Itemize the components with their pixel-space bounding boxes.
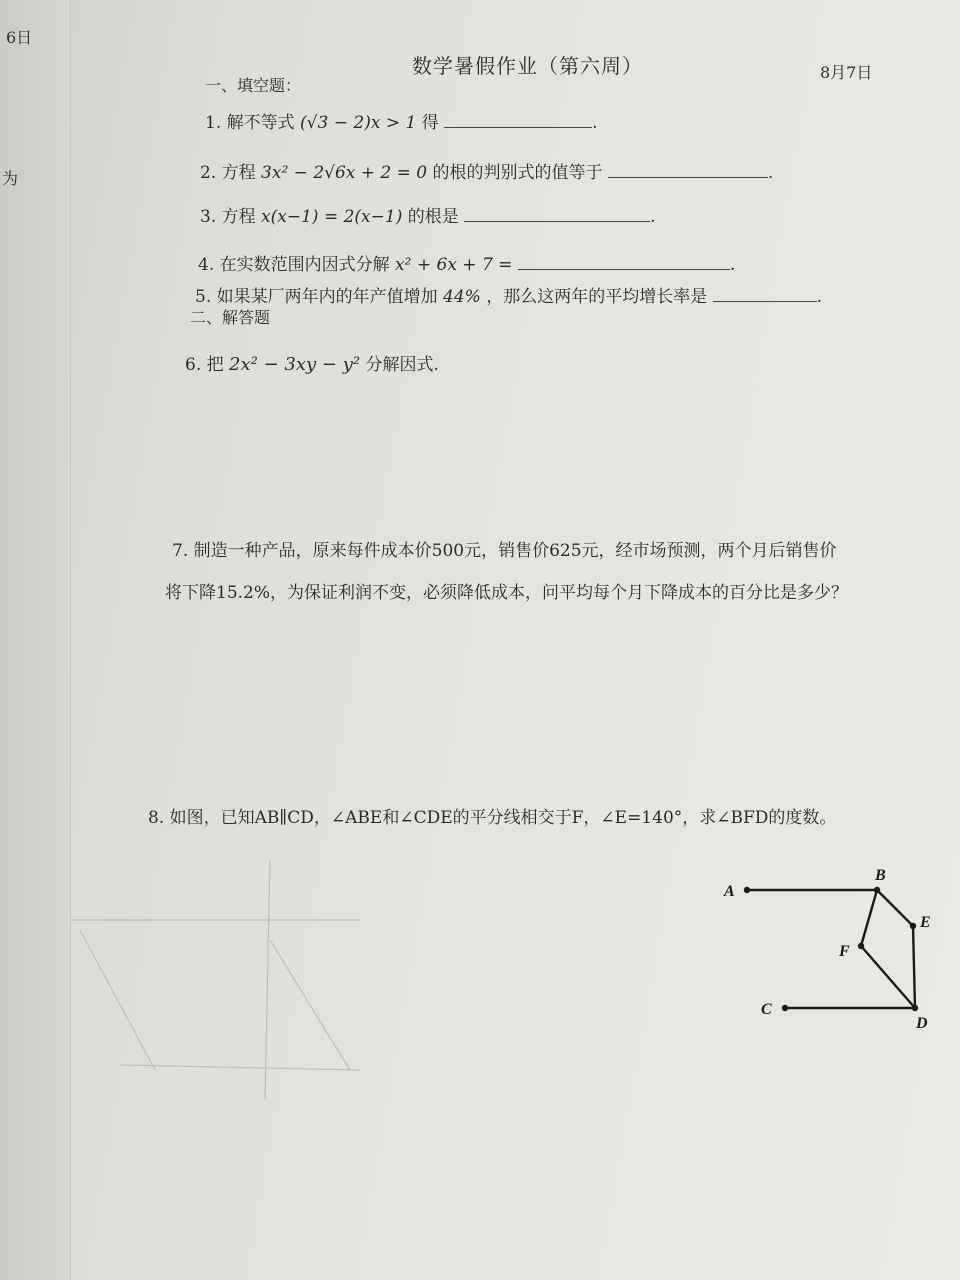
label-c: C <box>761 1001 772 1018</box>
solve-question-8 <box>148 803 836 828</box>
segment-be <box>877 890 913 926</box>
answer-blank <box>518 269 730 270</box>
math-expression: 44% <box>443 287 481 307</box>
question-text: 方程 <box>221 163 256 183</box>
question-number: 4. <box>198 255 215 275</box>
question-end: . <box>816 287 823 307</box>
question-end: . <box>729 255 736 275</box>
label-e: E <box>920 914 931 931</box>
fill-question-2 <box>200 158 773 183</box>
question-text: 如果某厂两年内的年产值增加 <box>216 287 438 307</box>
segment-bf <box>861 890 877 946</box>
question-text: 解不等式 <box>226 113 295 133</box>
question-text: 的根是 <box>407 207 459 227</box>
point-e <box>910 923 916 929</box>
question-number: 2. <box>200 163 217 183</box>
geometry-figure <box>715 860 945 1040</box>
question-end: . <box>767 163 774 183</box>
question-number: 3. <box>200 207 217 227</box>
math-expression: (√3 − 2)x > 1 <box>300 113 417 133</box>
edge-date-fragment: 6日 <box>6 28 33 47</box>
question-number: 8. <box>148 808 165 828</box>
label-a: A <box>724 883 735 900</box>
label-b: B <box>875 867 886 884</box>
faint-pencil-sketch <box>60 840 390 1120</box>
point-c <box>782 1005 788 1011</box>
question-text: 的根的判别式的值等于 <box>432 163 603 183</box>
answer-blank <box>464 221 650 222</box>
question-text: 在实数范围内因式分解 <box>219 255 390 275</box>
question-end: . <box>592 113 598 133</box>
page-date: 8月7日 <box>820 63 873 82</box>
solve-question-7-line-2: 将下降15.2%，为保证利润不变，必须降低成本，问平均每个月下降成本的百分比是多少？ <box>165 583 849 603</box>
point-d <box>912 1005 918 1011</box>
math-expression: 2x² − 3xy − y² <box>229 354 361 375</box>
fill-question-4 <box>198 250 735 275</box>
label-f: F <box>839 943 850 960</box>
fill-question-5 <box>195 282 822 307</box>
edge-text-fragment: 为 <box>2 169 19 188</box>
question-text: ，那么这两年的平均增长率是 <box>486 287 708 307</box>
question-number: 1. <box>205 113 222 133</box>
question-end: . <box>650 207 656 227</box>
question-text: 方程 <box>221 207 256 227</box>
fill-question-3 <box>200 202 656 227</box>
question-number: 7. <box>172 541 189 561</box>
point-b <box>874 887 880 893</box>
math-expression: x² + 6x + 7 = <box>395 255 513 275</box>
question-number: 6. <box>185 355 202 375</box>
math-expression: x(x−1) = 2(x−1) <box>261 207 403 227</box>
answer-blank <box>713 301 817 302</box>
segment-fd <box>861 946 915 1008</box>
question-text: 制造一种产品，原来每件成本价500元，销售价625元，经市场预测，两个月后销售价 <box>193 541 837 561</box>
segment-ed <box>913 926 915 1008</box>
question-number: 5. <box>195 287 212 307</box>
solve-question-7-line-1 <box>172 536 837 561</box>
point-f <box>858 943 864 949</box>
question-text: 得 <box>421 113 439 133</box>
section-solve-title: 二、解答题 <box>190 308 271 327</box>
question-text: 如图，已知AB∥CD，∠ABE和∠CDE的平分线相交于F，∠E=140°，求∠BFD的度数。 <box>169 808 837 828</box>
answer-blank <box>444 127 592 128</box>
label-d: D <box>916 1015 928 1032</box>
solve-question-6 <box>185 350 439 375</box>
section-fill-title: 一、填空题： <box>205 76 302 95</box>
fill-question-1 <box>205 108 598 133</box>
math-expression: 3x² − 2√6x + 2 = 0 <box>261 163 428 183</box>
answer-blank <box>608 177 768 178</box>
question-text: 把 <box>206 355 224 375</box>
question-text: 分解因式. <box>365 355 439 375</box>
page-title: 数学暑假作业（第六周） <box>412 54 643 78</box>
point-a <box>744 887 750 893</box>
